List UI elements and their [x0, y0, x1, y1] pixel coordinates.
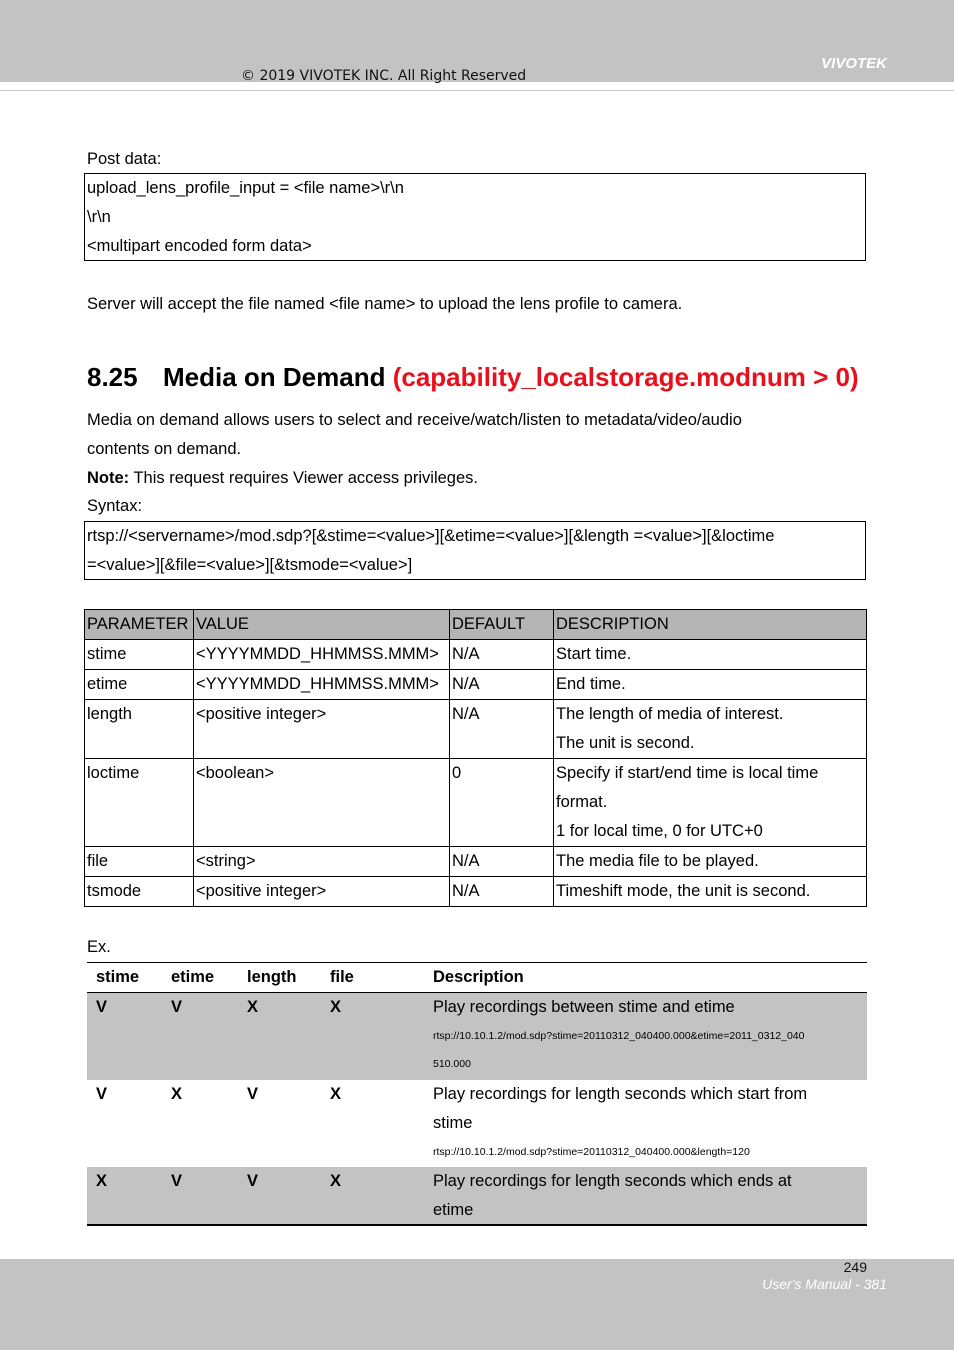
note-label: Note:	[87, 469, 130, 487]
col-header-description: DESCRIPTION	[554, 610, 867, 640]
syntax-box	[84, 521, 866, 580]
desc-line: 1 for local time, 0 for UTC+0	[556, 822, 763, 840]
param-value: <positive integer>	[194, 700, 450, 759]
ex-description	[433, 993, 863, 1078]
post-data-line: \r\n	[87, 208, 111, 226]
ex-url-line: rtsp://10.10.1.2/mod.sdp?stime=20110312_040400.000&etime=2011_0312_040	[433, 1030, 805, 1042]
col-header-parameter: PARAMETER	[85, 610, 194, 640]
param-name: stime	[85, 640, 194, 670]
table-row	[85, 640, 867, 670]
table-row	[85, 847, 867, 877]
col-header-default: DEFAULT	[450, 610, 554, 640]
param-description	[554, 700, 867, 759]
ex-stime: X	[96, 1172, 108, 1190]
post-data-line: <multipart encoded form data>	[87, 237, 312, 255]
ex-desc-line: etime	[433, 1201, 474, 1219]
parameter-table	[84, 609, 867, 907]
note-paragraph	[87, 464, 478, 493]
header-divider	[0, 90, 954, 91]
ex-url-line: rtsp://10.10.1.2/mod.sdp?stime=20110312_040400.000&length=120	[433, 1146, 750, 1158]
syntax-line: rtsp://<servername>/mod.sdp?[&stime=<value>][&etime=<value>][&length =<value>][&loctime	[87, 527, 775, 545]
desc-line: End time.	[556, 675, 626, 693]
ex-description	[433, 1080, 863, 1166]
intro-line-2: contents on demand.	[87, 440, 242, 458]
param-default: N/A	[450, 847, 554, 877]
examples-label: Ex.	[87, 938, 111, 956]
ex-stime: V	[96, 1085, 108, 1103]
intro-line-1: Media on demand allows users to select and receive/watch/listen to metadata/video/audio	[87, 411, 742, 429]
param-name: loctime	[85, 759, 194, 847]
col-header-value: VALUE	[194, 610, 450, 640]
example-row	[87, 1080, 867, 1167]
ex-etime: V	[171, 998, 183, 1016]
ex-header-stime: stime	[96, 968, 140, 986]
example-row	[87, 993, 867, 1080]
ex-etime: X	[171, 1085, 183, 1103]
param-name: tsmode	[85, 877, 194, 907]
desc-line: format.	[556, 793, 608, 811]
param-value: <YYYYMMDD_HHMMSS.MMM>	[194, 670, 450, 700]
param-name: file	[85, 847, 194, 877]
desc-line: Start time.	[556, 645, 632, 663]
post-data-box	[84, 173, 866, 261]
param-description	[554, 877, 867, 907]
param-description	[554, 670, 867, 700]
section-title: Media on Demand	[163, 362, 386, 392]
param-default: N/A	[450, 700, 554, 759]
ex-stime: V	[96, 998, 108, 1016]
param-description	[554, 847, 867, 877]
ex-header-etime: etime	[171, 968, 215, 986]
example-row	[87, 1167, 867, 1224]
page-footer-band	[0, 1259, 954, 1350]
ex-desc-line: Play recordings for length seconds which ends at	[433, 1172, 792, 1190]
manual-page-label: User's Manual - 381	[762, 1276, 887, 1292]
param-value: <string>	[194, 847, 450, 877]
note-text: This request requires Viewer access privileges.	[129, 469, 478, 487]
param-value: <positive integer>	[194, 877, 450, 907]
param-description	[554, 640, 867, 670]
param-value: <YYYYMMDD_HHMMSS.MMM>	[194, 640, 450, 670]
param-default: N/A	[450, 640, 554, 670]
table-row	[85, 877, 867, 907]
desc-line: Timeshift mode, the unit is second.	[556, 882, 811, 900]
post-data-line: upload_lens_profile_input = <file name>\r\n	[87, 179, 404, 197]
ex-url-line: 510.000	[433, 1058, 471, 1070]
desc-line: The unit is second.	[556, 734, 695, 752]
param-default: 0	[450, 759, 554, 847]
ex-file: X	[330, 1085, 342, 1103]
desc-line: The media file to be played.	[556, 852, 759, 870]
copyright-text: © 2019 VIVOTEK INC. All Right Reserved	[241, 68, 527, 84]
table-row	[85, 759, 867, 847]
ex-desc-line: Play recordings between stime and etime	[433, 998, 735, 1016]
ex-header-description: Description	[433, 968, 524, 986]
section-condition: (capability_localstorage.modnum > 0)	[392, 362, 859, 392]
desc-line: The length of media of interest.	[556, 705, 784, 723]
param-value: <boolean>	[194, 759, 450, 847]
section-heading	[87, 358, 859, 396]
ex-desc-line: Play recordings for length seconds which start from	[433, 1085, 808, 1103]
brand-logo: VIVOTEK	[821, 55, 887, 72]
desc-line: Specify if start/end time is local time	[556, 764, 819, 782]
ex-length: V	[247, 1172, 259, 1190]
ex-length: X	[247, 998, 259, 1016]
ex-desc-line: stime	[433, 1114, 473, 1132]
table-row	[85, 670, 867, 700]
post-data-label: Post data:	[87, 150, 162, 168]
ex-file: X	[330, 998, 342, 1016]
server-accept-text: Server will accept the file named <file name> to upload the lens profile to camera.	[87, 295, 683, 313]
param-default: N/A	[450, 670, 554, 700]
param-name: length	[85, 700, 194, 759]
page-number: 249	[843, 1259, 867, 1275]
ex-etime: V	[171, 1172, 183, 1190]
syntax-label: Syntax:	[87, 497, 143, 515]
param-name: etime	[85, 670, 194, 700]
syntax-line: =<value>][&file=<value>][&tsmode=<value>]	[87, 556, 413, 574]
examples-table	[87, 962, 867, 1226]
ex-length: V	[247, 1085, 259, 1103]
table-row	[85, 700, 867, 759]
ex-description	[433, 1167, 863, 1225]
ex-header-file: file	[330, 968, 354, 986]
examples-header	[87, 962, 867, 993]
ex-header-length: length	[247, 968, 297, 986]
param-default: N/A	[450, 877, 554, 907]
parameter-table-header	[85, 610, 867, 640]
section-number: 8.25	[87, 362, 138, 392]
ex-file: X	[330, 1172, 342, 1190]
param-description	[554, 759, 867, 847]
